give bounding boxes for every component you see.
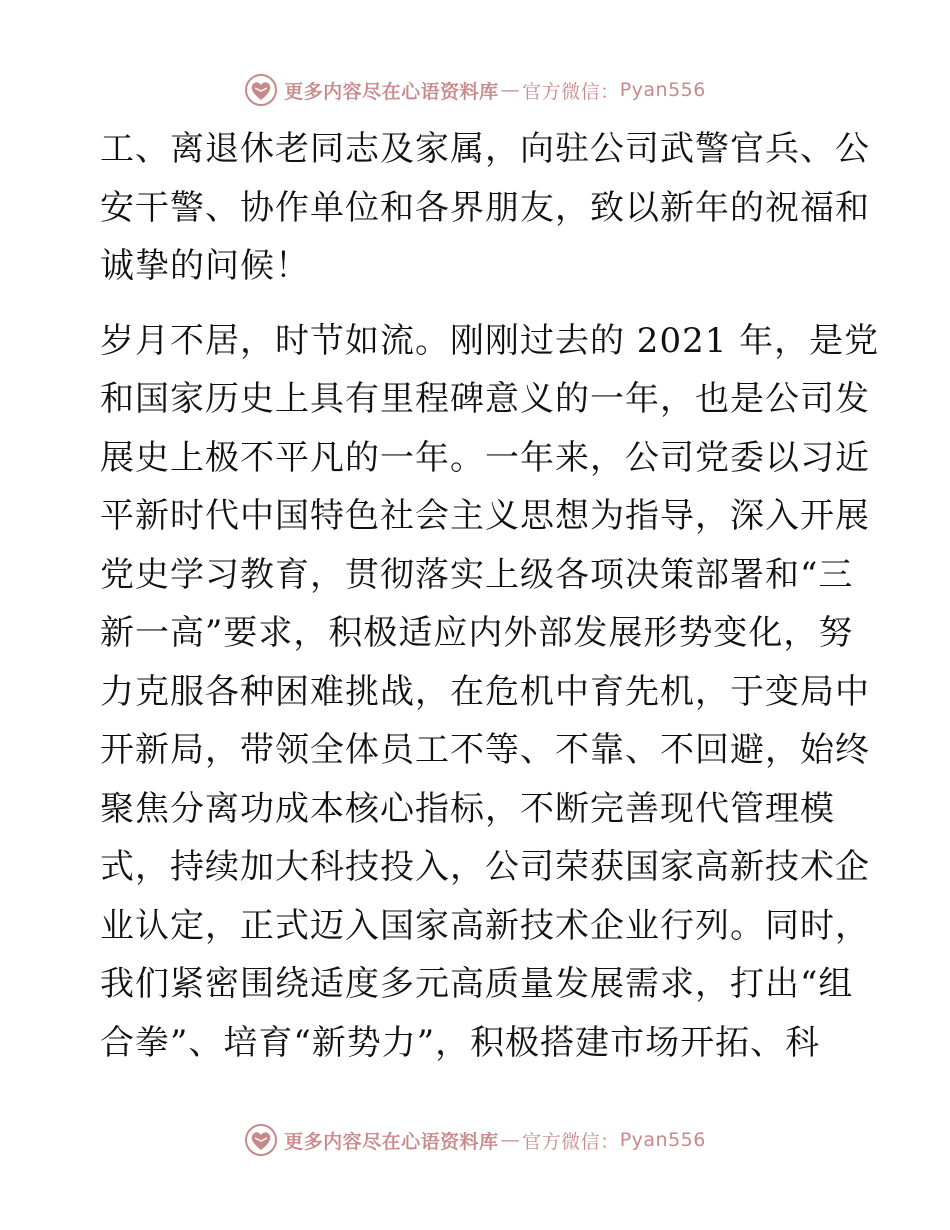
text-line: 业认定，正式迈入国家高新技术企业行列。同时， [100, 905, 870, 946]
document-body [100, 120, 880, 1072]
text-line: 合拳”、培育“新势力”，积极搭建市场开拓、科 [100, 1022, 821, 1063]
watermark-wechat-id: Pyan556 [619, 79, 706, 101]
text-line: 式，持续加大科技投入，公司荣获国家高新技术企 [100, 847, 870, 887]
text-line: 力克服各种困难挑战，在危机中育先机，于变局中 [100, 671, 870, 712]
paragraph-1 [100, 120, 870, 296]
watermark-wechat-id: Pyan556 [619, 1129, 706, 1151]
watermark-subtitle: 官方微信： [522, 80, 620, 103]
text-line: 新一高”要求，积极适应内外部发展形势变化，努 [100, 613, 854, 653]
watermark-dash: — [500, 1129, 521, 1151]
text-line: 平新时代中国特色社会主义思想为指导，深入开展 [100, 496, 870, 536]
text-line: 和国家历史上具有里程碑意义的一年，也是公司发 [100, 379, 870, 419]
text-line: 岁月不居，时节如流。刚刚过去的 2021 年，是党 [100, 320, 880, 361]
heart-book-icon [244, 73, 278, 107]
paragraph-2 [100, 312, 880, 1073]
text-line: 我们紧密围绕适度多元高质量发展需求，打出“组 [100, 964, 854, 1004]
text-line: 诚挚的问候！ [100, 246, 310, 286]
watermark-title: 更多内容尽在心语资料库 [284, 1130, 499, 1153]
text-line: 聚焦分离功成本核心指标，不断完善现代管理模 [100, 788, 835, 829]
header-watermark [0, 70, 950, 110]
text-line: 党史学习教育，贯彻落实上级各项决策部署和“三 [100, 554, 854, 595]
text-line: 安干警、协作单位和各界朋友，致以新年的祝福和 [100, 187, 870, 228]
text-line: 展史上极不平凡的一年。一年来，公司党委以习近 [100, 437, 870, 478]
watermark-dash: — [500, 79, 521, 101]
watermark-subtitle: 官方微信： [522, 1130, 620, 1153]
text-line: 开新局，带领全体员工不等、不靠、不回避，始终 [100, 730, 870, 770]
watermark-title: 更多内容尽在心语资料库 [284, 80, 499, 103]
text-line: 工、离退休老同志及家属，向驻公司武警官兵、公 [100, 129, 870, 169]
footer-watermark [0, 1120, 950, 1160]
heart-book-icon [244, 1123, 278, 1157]
